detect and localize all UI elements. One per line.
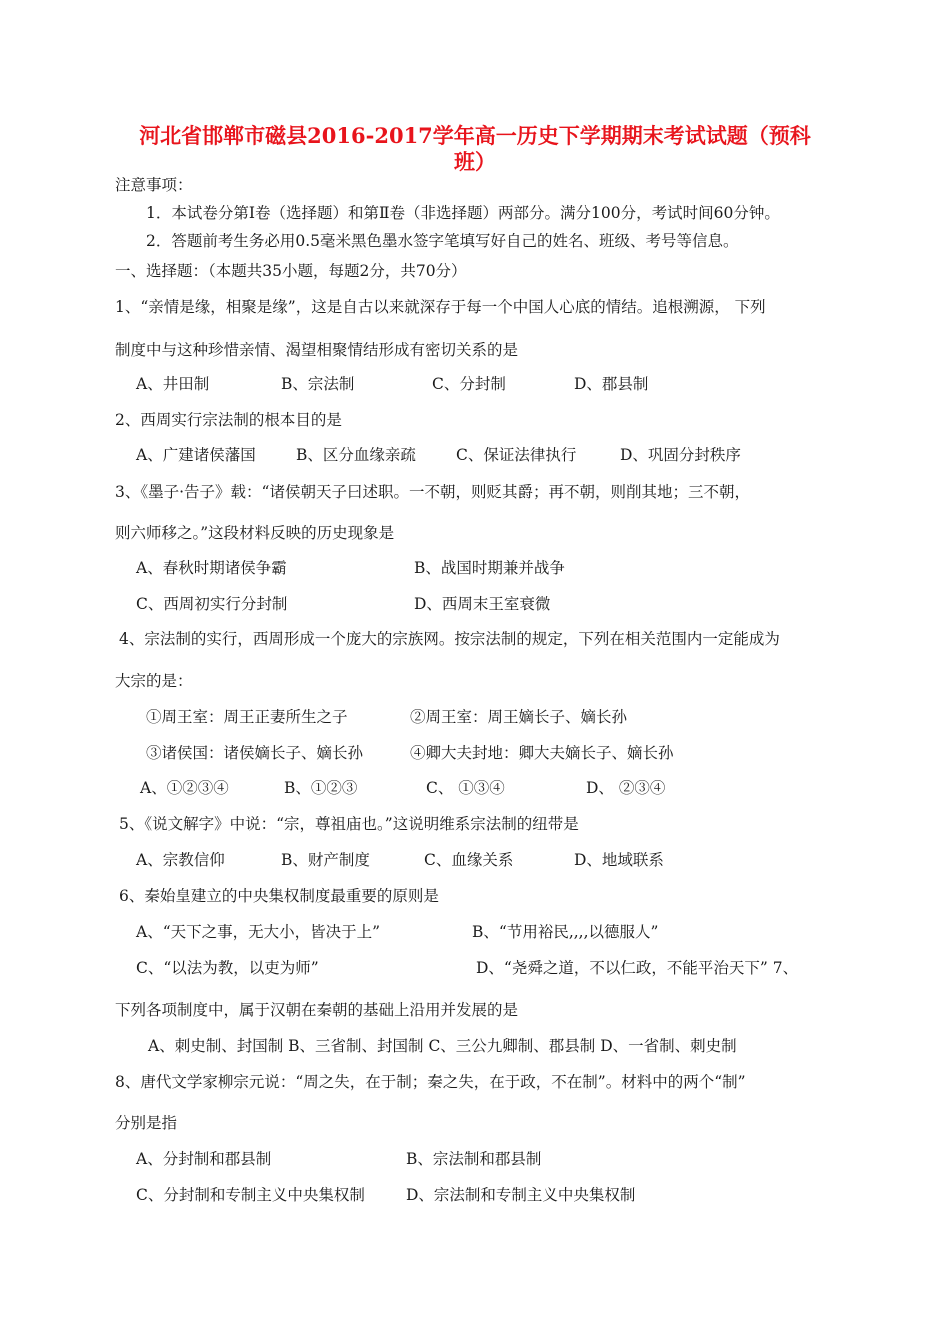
question-1-stem-cont: 制度中与这种珍惜亲情、渴望相聚情结形成有密切关系的是 bbox=[115, 341, 519, 359]
q4-option-a: A、①②③④ bbox=[140, 779, 229, 797]
q1-option-b: B、宗法制 bbox=[281, 375, 355, 393]
q8-option-b: B、宗法制和郡县制 bbox=[406, 1150, 542, 1168]
question-3-stem-cont: 则六师移之。”这段材料反映的历史现象是 bbox=[115, 524, 395, 542]
q5-option-b: B、财产制度 bbox=[281, 851, 370, 869]
q2-option-a: A、广建诸侯藩国 bbox=[136, 446, 256, 464]
q6-option-a: A、“天下之事，无大小，皆决于上” bbox=[136, 923, 381, 941]
section-heading: 一、选择题：（本题共35小题，每题2分，共70分） bbox=[115, 262, 467, 280]
question-2-stem: 2、西周实行宗法制的根本目的是 bbox=[115, 411, 342, 429]
q4-option-d: D、 ②③④ bbox=[586, 779, 666, 797]
q3-option-d: D、西周末王室衰微 bbox=[414, 595, 551, 613]
q2-option-b: B、区分血缘亲疏 bbox=[296, 446, 416, 464]
q6-option-b: B、“节用裕民,,,,以德服人” bbox=[472, 923, 659, 941]
notice-heading: 注意事项： bbox=[115, 176, 193, 194]
q4-item-1: ①周王室：周王正妻所生之子 bbox=[146, 708, 348, 726]
question-8-stem-cont: 分别是指 bbox=[115, 1114, 178, 1132]
q1-option-c: C、分封制 bbox=[432, 375, 506, 393]
q4-item-3: ③诸侯国：诸侯嫡长子、嫡长孙 bbox=[146, 744, 364, 762]
q2-option-c: C、保证法律执行 bbox=[456, 446, 577, 464]
q6-option-c: C、“以法为教，以吏为师” bbox=[136, 959, 319, 977]
q4-item-2: ②周王室：周王嫡长子、嫡长孙 bbox=[410, 708, 628, 726]
notice-item-2: 2．答题前考生务必用0.5毫米黑色墨水签字笔填写好自己的姓名、班级、考号等信息。 bbox=[146, 232, 739, 250]
q7-options: A、刺史制、封国制 B、三省制、封国制 C、三公九卿制、郡县制 D、一省制、刺史制 bbox=[148, 1037, 737, 1055]
q1-option-d: D、郡县制 bbox=[574, 375, 649, 393]
question-7-stem: 下列各项制度中，属于汉朝在秦朝的基础上沿用并发展的是 bbox=[115, 1001, 519, 1019]
q1-option-a: A、井田制 bbox=[136, 375, 210, 393]
q3-option-b: B、战国时期兼并战争 bbox=[414, 559, 565, 577]
exam-title-line2: 班） bbox=[454, 149, 496, 174]
question-5-stem: 5、《说文解字》中说：“宗，尊祖庙也。”这说明维系宗法制的纽带是 bbox=[119, 815, 579, 833]
exam-title-line1: 河北省邯郸市磁县2016-2017学年高一历史下学期期末考试试题（预科 bbox=[139, 123, 811, 148]
q3-option-c: C、西周初实行分封制 bbox=[136, 595, 288, 613]
q6-option-d: D、“尧舜之道，不以仁政，不能平治天下” 7、 bbox=[476, 959, 799, 977]
question-6-stem: 6、秦始皇建立的中央集权制度最重要的原则是 bbox=[119, 887, 439, 905]
question-8-stem: 8、唐代文学家柳宗元说：“周之失，在于制；秦之失，在于政，不在制”。材料中的两个“制” bbox=[115, 1073, 746, 1091]
notice-item-1: 1．本试卷分第Ⅰ卷（选择题）和第Ⅱ卷（非选择题）两部分。满分100分，考试时间60分钟。 bbox=[146, 204, 780, 222]
question-3-stem: 3、《墨子·告子》载：“诸侯朝天子曰述职。一不朝，则贬其爵；再不朝，则削其地；三不朝， bbox=[115, 483, 750, 501]
q8-option-c: C、分封制和专制主义中央集权制 bbox=[136, 1186, 365, 1204]
q2-option-d: D、巩固分封秩序 bbox=[620, 446, 741, 464]
q8-option-a: A、分封制和郡县制 bbox=[136, 1150, 272, 1168]
q4-item-4: ④卿大夫封地：卿大夫嫡长子、嫡长孙 bbox=[410, 744, 674, 762]
q8-option-d: D、宗法制和专制主义中央集权制 bbox=[406, 1186, 636, 1204]
q4-option-c: C、 ①③④ bbox=[426, 779, 505, 797]
q5-option-a: A、宗教信仰 bbox=[136, 851, 225, 869]
question-4-stem: 4、宗法制的实行，西周形成一个庞大的宗族网。按宗法制的规定，下列在相关范围内一定能成为 bbox=[119, 630, 780, 648]
question-4-stem-cont: 大宗的是： bbox=[115, 672, 193, 690]
q5-option-d: D、地域联系 bbox=[574, 851, 664, 869]
q4-option-b: B、①②③ bbox=[284, 779, 358, 797]
q3-option-a: A、春秋时期诸侯争霸 bbox=[136, 559, 287, 577]
q5-option-c: C、血缘关系 bbox=[424, 851, 514, 869]
question-1-stem: 1、“亲情是缘，相聚是缘”，这是自古以来就深存于每一个中国人心底的情结。追根溯源， 下列 bbox=[115, 298, 766, 316]
